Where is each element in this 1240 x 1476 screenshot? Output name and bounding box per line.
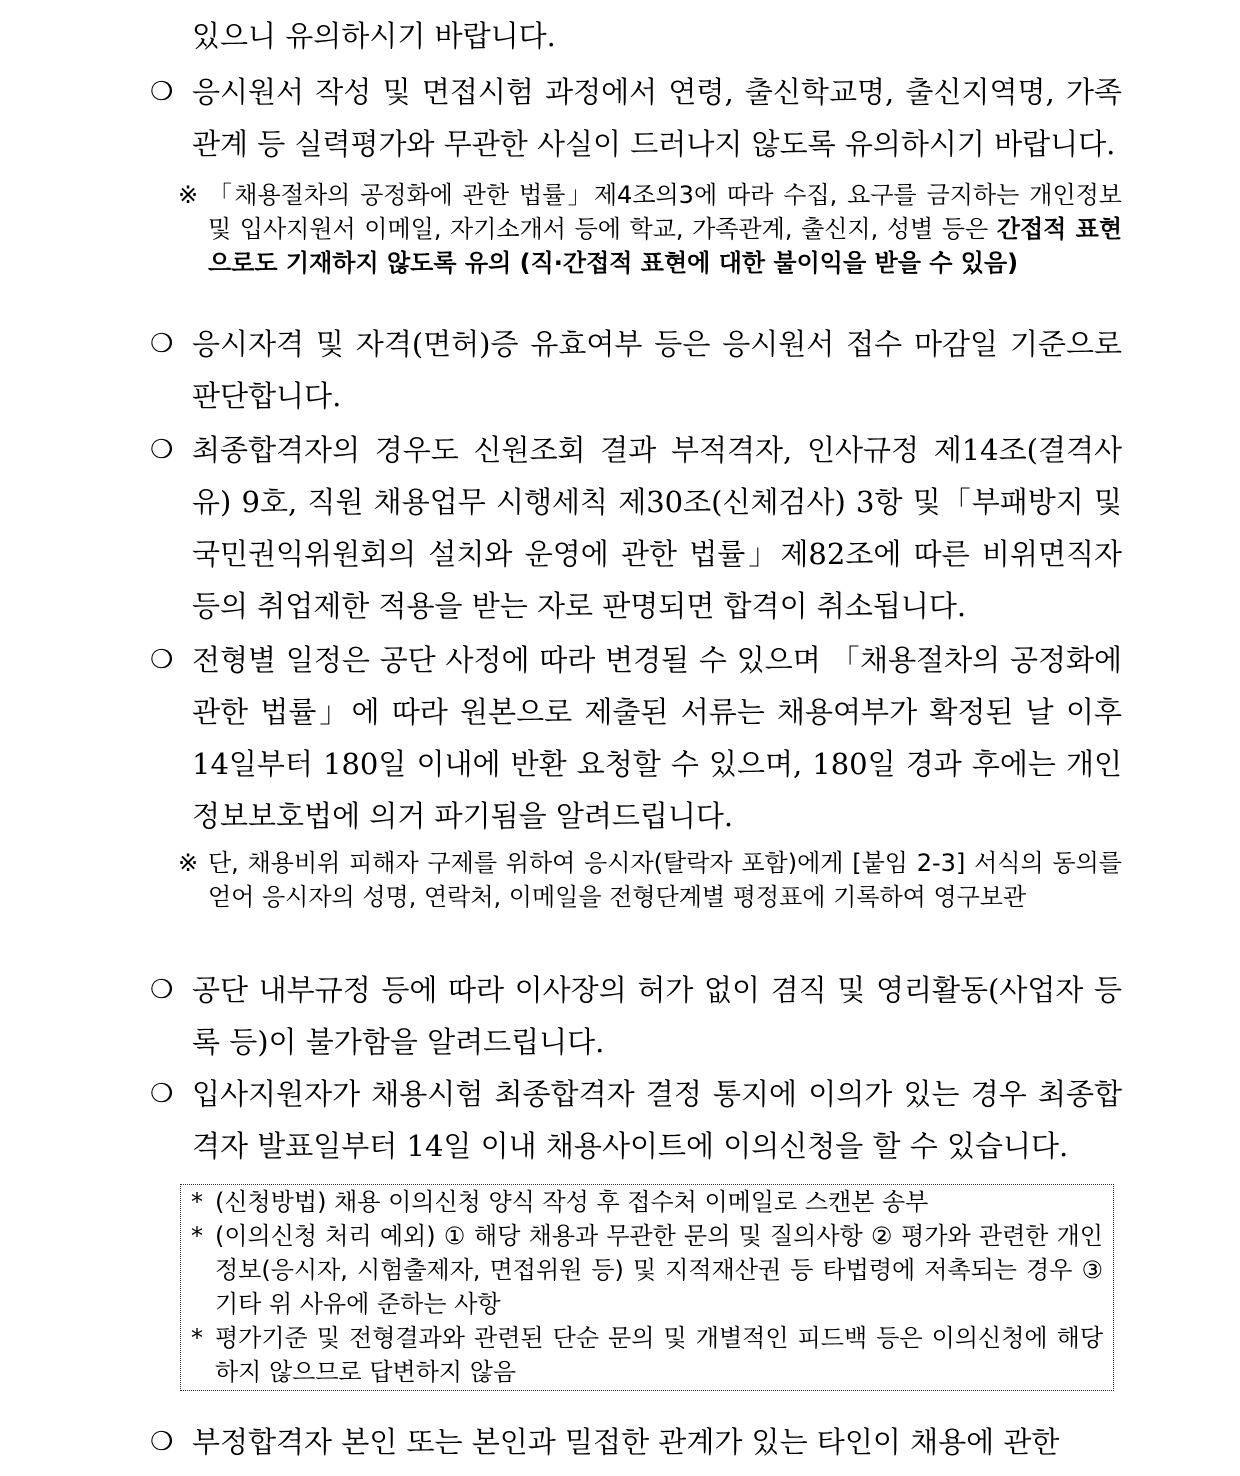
circle-bullet-icon: ❍ [150, 435, 174, 465]
note-text: 「채용절차의 공정화에 관한 법률」제4조의3에 따라 수집, 요구를 금지하는 개인정보 및 입사지원서 이메일, 자기소개서 등에 학교, 가족관계, 출신지, 성별 등은 [208, 181, 1122, 243]
box-line-text: (신청방법) 채용 이의신청 양식 작성 후 접수처 이메일로 스캔본 송부 [215, 1188, 929, 1216]
circle-bullet-icon: ❍ [150, 77, 174, 107]
bullet-text: 응시원서 작성 및 면접시험 과정에서 연령, 출신학교명, 출신지역명, 가족관계 등 실력평가와 무관한 사실이 드러나지 않도록 유의하시기 바랍니다. [192, 75, 1122, 161]
asterisk-icon: * [191, 1222, 203, 1250]
bullet-text: 최종합격자의 경우도 신원조회 결과 부적격자, 인사규정 제14조(결격사유) 9호, 직원 채용업무 시행세칙 제30조(신체검사) 3항 및「부패방지 및 국민권익위원회의 설치와 운영에 관한 법률」제82조에 따른 비위면직자 등의 취업제한 적용을 받는 자로 판명되면 합격이 취소됩니다. [192, 433, 1122, 623]
reference-mark-icon: ※ [178, 181, 199, 209]
appeal-info-box [180, 1184, 1114, 1391]
circle-bullet-icon: ❍ [150, 975, 174, 1005]
continuation-line: 있으니 유의하시기 바랍니다. [192, 19, 556, 53]
reference-mark-icon: ※ [178, 849, 199, 877]
bullet-text: 공단 내부규정 등에 따라 이사장의 허가 없이 겸직 및 영리활동(사업자 등록 등)이 불가함을 알려드립니다. [192, 973, 1122, 1059]
box-line-feedback [181, 1321, 1113, 1389]
note-text: 단, 채용비위 피해자 구제를 위하여 응시자(탈락자 포함)에게 [붙임 2-3] 서식의 동의를 얻어 응시자의 성명, 연락처, 이메일을 전형단계별 평정표에 기록하여 영구보관 [208, 849, 1122, 911]
box-line-exceptions [181, 1219, 1113, 1321]
bullet-text: 부정합격자 본인 또는 본인과 밀접한 관계가 있는 타인이 채용에 관한 [192, 1425, 1060, 1459]
bullet-item-schedule-documents [150, 634, 1122, 842]
bullet-text: 응시자격 및 자격(면허)증 유효여부 등은 응시원서 접수 마감일 기준으로 판단합니다. [192, 327, 1122, 413]
bullet-item-disqualification [150, 424, 1122, 632]
circle-bullet-icon: ❍ [150, 1427, 174, 1457]
circle-bullet-icon: ❍ [150, 1079, 174, 1109]
asterisk-icon: * [191, 1324, 203, 1352]
bullet-item-eligibility [150, 318, 1122, 422]
bullet-item-appeal [150, 1068, 1122, 1172]
circle-bullet-icon: ❍ [150, 645, 174, 675]
bullet-text: 입사지원자가 채용시험 최종합격자 결정 통지에 이의가 있는 경우 최종합격자 발표일부터 14일 이내 채용사이트에 이의신청을 할 수 있습니다. [192, 1077, 1122, 1163]
note-bold-text: 간접적 표현으로도 기재하지 않도록 유의 (직·간접적 표현에 대한 불이익을 받을 수 있음) [208, 215, 1123, 277]
note-victim-relief [178, 846, 1122, 914]
box-line-text: (이의신청 처리 예외) ① 해당 채용과 무관한 문의 및 질의사항 ② 평가와 관련한 개인정보(응시자, 시험출제자, 면접위원 등) 및 지적재산권 등 타법령에 저촉되는 경우 ③ 기타 위 사유에 준하는 사항 [215, 1222, 1103, 1318]
bullet-item-side-jobs [150, 964, 1122, 1068]
bullet-item-fraud [150, 1416, 1122, 1468]
bullet-item-application-privacy [150, 66, 1122, 170]
note-fair-hiring-law [178, 178, 1122, 280]
asterisk-icon: * [191, 1188, 203, 1216]
box-line-text: 평가기준 및 전형결과와 관련된 단순 문의 및 개별적인 피드백 등은 이의신청에 해당하지 않으므로 답변하지 않음 [215, 1324, 1103, 1386]
bullet-text: 전형별 일정은 공단 사정에 따라 변경될 수 있으며 「채용절차의 공정화에 관한 법률」에 따라 원본으로 제출된 서류는 채용여부가 확정된 날 이후 14일부터 180일 이내에 반환 요청할 수 있으며, 180일 경과 후에는 개인정보보호법에 의거 파기됨을 알려드립니다. [192, 643, 1122, 833]
box-line-method [181, 1185, 1113, 1219]
circle-bullet-icon: ❍ [150, 329, 174, 359]
